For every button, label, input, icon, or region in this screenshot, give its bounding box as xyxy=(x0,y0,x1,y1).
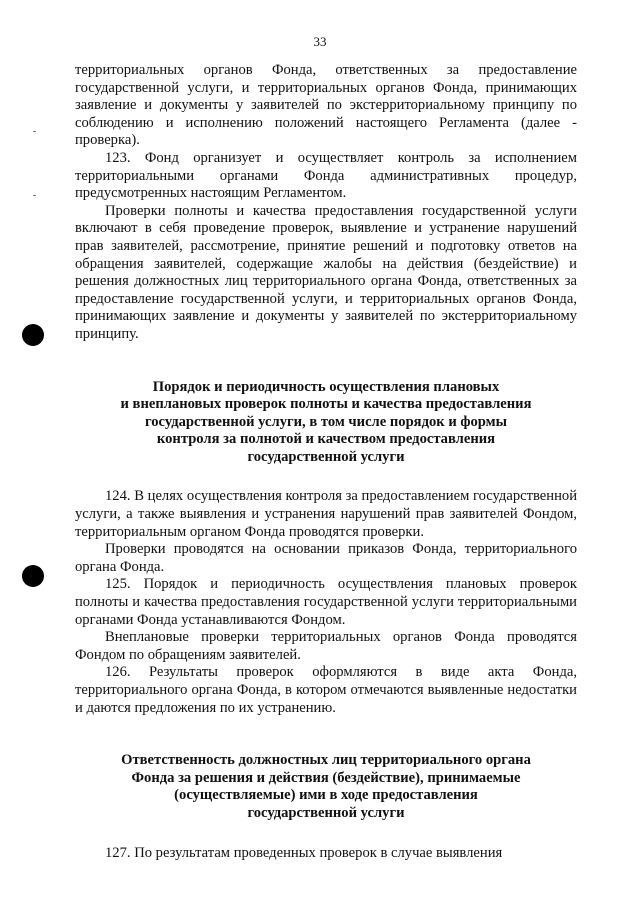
paragraph: Проверки полноты и качества предоставления государственной услуги включают в себя проведение проверок, выявление и устранение нарушений прав заявителей, рассмотрение, принятие решений и подготовку ответов на обращения заявителей, содержащие жалобы на действия (бездействие) и решения должностных лиц территориального органа Фонда, ответственных за предоставление государственной услуги, и территориальных органов Фонда, принимающих заявление и документы у заявителей по экстерриториальному принципу. xyxy=(75,202,577,342)
paragraph: Проверки проводятся на основании приказов Фонда, территориального органа Фонда. xyxy=(75,541,577,575)
heading-line: Порядок и периодичность осуществления плановых xyxy=(152,378,500,395)
paragraph: 123. Фонд организует и осуществляет контроль за исполнением территориальными органами Фонда административных процедур, предусмотренных настоящим Регламентом. xyxy=(75,149,577,202)
binder-hole-mark xyxy=(22,324,44,346)
heading-line: и внеплановых проверок полноты и качества предоставления xyxy=(120,396,532,413)
paragraph: 126. Результаты проверок оформляются в виде акта Фонда, территориального органа Фонда, в котором отмечаются выявленные недостатки и даются предложения по их устранению. xyxy=(75,664,577,716)
heading-line: (осуществляемые) ими в ходе предоставления xyxy=(174,787,478,804)
section-heading xyxy=(75,752,577,822)
binder-hole-mark xyxy=(22,565,44,587)
paragraph: Внеплановые проверки территориальных органов Фонда проводятся Фондом по обращениям заявителей. xyxy=(75,629,577,663)
heading-line: государственной услуги xyxy=(247,448,405,465)
heading-line: контроля за полнотой и качеством предоставления xyxy=(156,431,496,448)
margin-mark xyxy=(33,195,36,196)
page-number: 33 xyxy=(313,34,327,49)
heading-line: Фонда за решения и действия (бездействие), принимаемые xyxy=(131,769,521,786)
paragraph: 127. По результатам проведенных проверок в случае выявления xyxy=(105,844,503,861)
heading-line: государственной услуги xyxy=(247,804,405,821)
paragraph: 124. В целях осуществления контроля за предоставлением государственной услуги, а также выявления и устранения нарушений прав заявителей Фондом, территориальным органом Фонда проводятся проверки. xyxy=(75,488,577,540)
paragraph: территориальных органов Фонда, ответственных за предоставление государственной услуги, и территориальных органов Фонда, принимающих заявление и документы у заявителей по экстерриториальному принципу по соблюдению и исполнению положений настоящего Регламента (далее - проверка). xyxy=(75,62,577,149)
heading-line: государственной услуги, в том числе порядок и формы xyxy=(144,413,507,430)
heading-line: Ответственность должностных лиц территориального органа xyxy=(121,752,531,769)
document-body xyxy=(75,62,577,862)
margin-mark xyxy=(33,131,36,132)
paragraph: 125. Порядок и периодичность осуществления плановых проверок полноты и качества предоставления государственной услуги территориальными органами Фонда устанавливаются Фондом. xyxy=(75,576,577,628)
section-heading xyxy=(75,379,577,467)
